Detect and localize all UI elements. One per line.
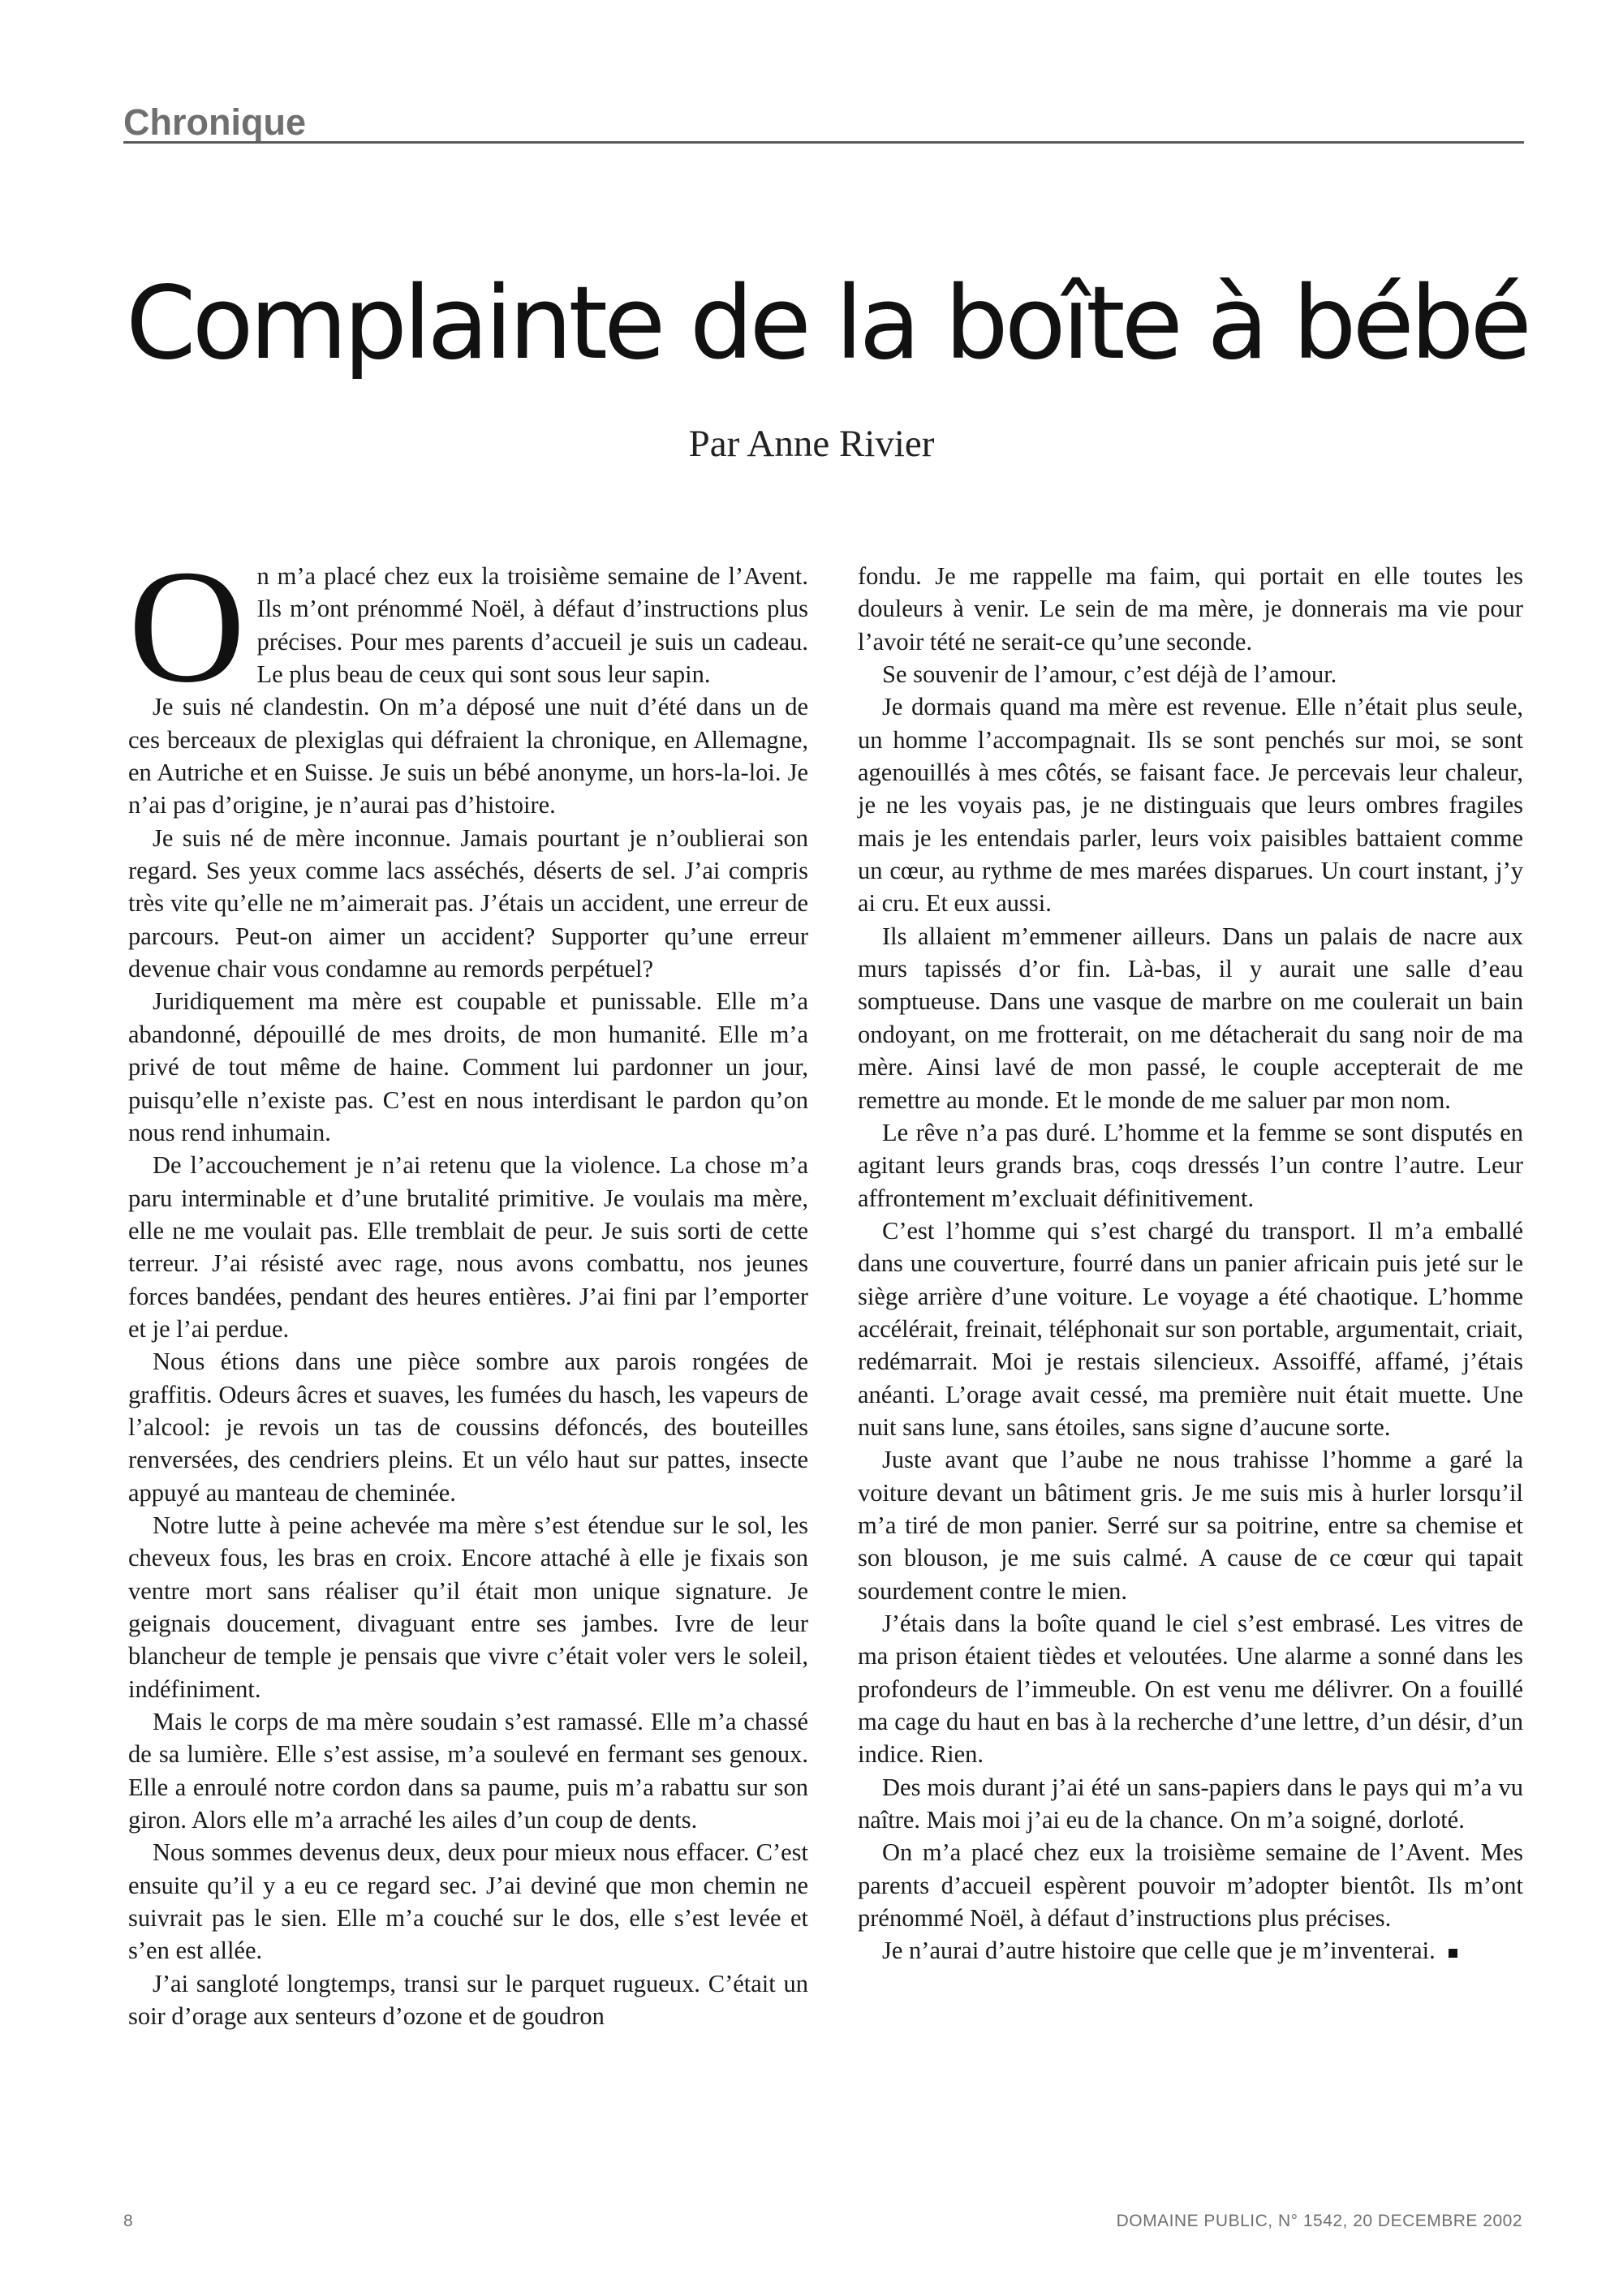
article-paragraph: Juridiquement ma mère est coupable et punissable. Elle m’a abandonné, dépouillé de mes droits, de mon humanité. Elle m’a privé de tout même de haine. Comment lui pardonner un jour, puisqu’elle n’existe pas. C’est en nous interdisant le pardon qu’on nous rend inhumain.	[128, 987, 808, 1146]
section-label: Chronique	[123, 101, 306, 143]
article-paragraph: J’étais dans la boîte quand le ciel s’est embrasé. Les vitres de ma prison étaient tièdes et veloutées. Une alarme a sonné dans les profondeurs de l’immeuble. On est venu me délivrer. On a fouillé ma cage du haut en bas à la recherche d’une lettre, d’un désir, d’un indice. Rien.	[858, 1610, 1523, 1769]
article-paragraph: Notre lutte à peine achevée ma mère s’est étendue sur le sol, les cheveux fous, les bras en croix. Encore attaché à elle je fixais son ventre mort sans réaliser qu’il était mon unique signature. Je geignais doucement, divaguant entre ses jambes. Ivre de leur blancheur de temple je pensais que vivre c’était voler vers le soleil, indéfiniment.	[128, 1511, 808, 1703]
article-paragraph-final: Je n’aurai d’autre histoire que celle que je m’inventerai.	[858, 1934, 1523, 1967]
article-paragraph: Des mois durant j’ai été un sans-papiers dans le pays qui m’a vu naître. Mais moi j’ai eu de la chance. On m’a soigné, dorloté.	[858, 1773, 1523, 1834]
article-paragraph: On m’a placé chez eux la troisième semaine de l’Avent. Mes parents d’accueil espèrent pouvoir m’adopter bientôt. Ils m’ont prénommé Noël, à défaut d’instructions plus précises.	[858, 1838, 1523, 1933]
article-paragraph: Se souvenir de l’amour, c’est déjà de l’amour.	[882, 660, 1337, 689]
article-column-right	[858, 560, 1523, 1967]
article-paragraph: Le rêve n’a pas duré. L’homme et la femme se sont disputés en agitant leurs grands bras, coqs dressés l’un contre l’autre. Leur affrontement m’excluait définitivement.	[858, 1118, 1523, 1212]
end-of-article-mark	[1449, 1949, 1457, 1958]
article-paragraph: On m’a placé chez eux la troisième semaine de l’Avent. Ils m’ont prénommé Noël, à défaut d’instructions plus précises. Pour mes parents d’accueil je suis un cadeau. Le plus beau de ceux qui sont sous leur sapin.	[128, 537, 808, 716]
publication-footer: DOMAINE PUBLIC, N° 1542, 20 DECEMBRE 2002	[1116, 2212, 1522, 2230]
article-paragraph: J’ai sangloté longtemps, transi sur le parquet rugueux. C’était un soir d’orage aux senteurs d’ozone et de goudron	[128, 1969, 808, 2031]
article-paragraph: Juste avant que l’aube ne nous trahisse l’homme a garé la voiture devant un bâtiment gris. Je me suis mis à hurler lorsqu’il m’a tiré de mon panier. Serré sur sa poitrine, entre sa chemise et son blouson, je me suis calmé. A cause de ce cœur qui tapait sourdement contre le mien.	[858, 1446, 1523, 1605]
article-paragraph: De l’accouchement je n’ai retenu que la violence. La chose m’a paru interminable et d’une brutalité primitive. Je voulais ma mère, elle ne me voulait pas. Elle tremblait de peur. Je suis sorti de cette terreur. J’ai résisté avec rage, nous avons combattu, nos jeunes forces bandées, pendant des heures entières. J’ai fini par l’emporter et je l’ai perdue.	[128, 1151, 808, 1343]
drop-cap: O	[128, 537, 246, 716]
article-paragraph: Je dormais quand ma mère est revenue. Elle n’était plus seule, un homme l’accompagnait. Ils se sont penchés sur moi, se sont agenouillés à mes côtés, se faisant face. Je percevais leur chaleur, je ne les voyais pas, je ne distinguais que leurs ombres fragiles mais je les entendais parler, leurs voix paisibles battaient comme un cœur, au rythme de mes marées disparues. Un court instant, j’y ai cru. Et eux aussi.	[858, 693, 1523, 918]
article-paragraph: Ils allaient m’emmener ailleurs. Dans un palais de nacre aux murs tapissés d’or fin. Là-bas, il y aurait une salle d’eau somptueuse. Dans une vasque de marbre on me coulerait un bain ondoyant, on me frotterait, on me détacherait du sang noir de ma mère. Ainsi lavé de mon passé, le couple accepterait de me remettre au monde. Et le monde de me saluer par mon nom.	[858, 922, 1523, 1114]
article-paragraph: Je suis né clandestin. On m’a déposé une nuit d’été dans un de ces berceaux de plexiglas qui défraient la chronique, en Allemagne, en Autriche et en Suisse. Je suis un bébé anonyme, un hors-la-loi. Je n’ai pas d’origine, je n’aurai pas d’histoire.	[128, 693, 808, 819]
article-paragraph: Nous étions dans une pièce sombre aux parois rongées de graffitis. Odeurs âcres et suaves, les fumées du hasch, les vapeurs de l’alcool: je revois un tas de coussins défoncés, des bouteilles renversées, des cendriers pleins. Et un vélo haut sur pattes, insecte appuyé au manteau de cheminée.	[128, 1348, 808, 1507]
article-column-left	[128, 537, 808, 2032]
article-byline: Par Anne Rivier	[688, 423, 935, 465]
article-paragraph: Mais le corps de ma mère soudain s’est ramassé. Elle m’a chassé de sa lumière. Elle s’est assise, m’a soulevé en fermant ses genoux. Elle a enroulé notre cordon dans sa paume, puis m’a rabattu sur son giron. Alors elle m’a arraché les ailes d’un coup de dents.	[128, 1708, 808, 1834]
article-paragraph: fondu. Je me rappelle ma faim, qui portait en elle toutes les douleurs à venir. Le sein de ma mère, je donnerais ma vie pour l’avoir tété ne serait-ce qu’une seconde.	[858, 562, 1523, 656]
section-rule	[123, 141, 1524, 144]
article-paragraph: Je suis né de mère inconnue. Jamais pourtant je n’oublierai son regard. Ses yeux comme lacs asséchés, déserts de sel. J’ai compris très vite qu’elle ne m’aimerait pas. J’étais un accident, une erreur de parcours. Peut-on aimer un accident? Supporter qu’une erreur devenue chair vous condamne au remords perpétuel?	[128, 823, 808, 983]
article-title: Complainte de la boîte à bébé	[126, 265, 1528, 383]
article-paragraph: Nous sommes devenus deux, deux pour mieux nous effacer. C’est ensuite qu’il y a eu ce regard sec. J’ai deviné que mon chemin ne suivrait pas le sien. Elle m’a couché sur le dos, elle s’est levée et s’en est allée.	[128, 1838, 808, 1965]
article-paragraph: C’est l’homme qui s’est chargé du transport. Il m’a emballé dans une couverture, fourré dans un panier africain puis jeté sur le siège arrière d’une voiture. Le voyage a été chaotique. L’homme accélérait, freinait, téléphonait sur son portable, argumentait, criait, redémarrait. Moi je restais silencieux. Assoiffé, affamé, j’étais anéanti. L’orage avait cessé, ma première nuit était muette. Une nuit sans lune, sans étoiles, sans signe d’aucune sorte.	[858, 1216, 1523, 1441]
page-number: 8	[123, 2212, 133, 2230]
